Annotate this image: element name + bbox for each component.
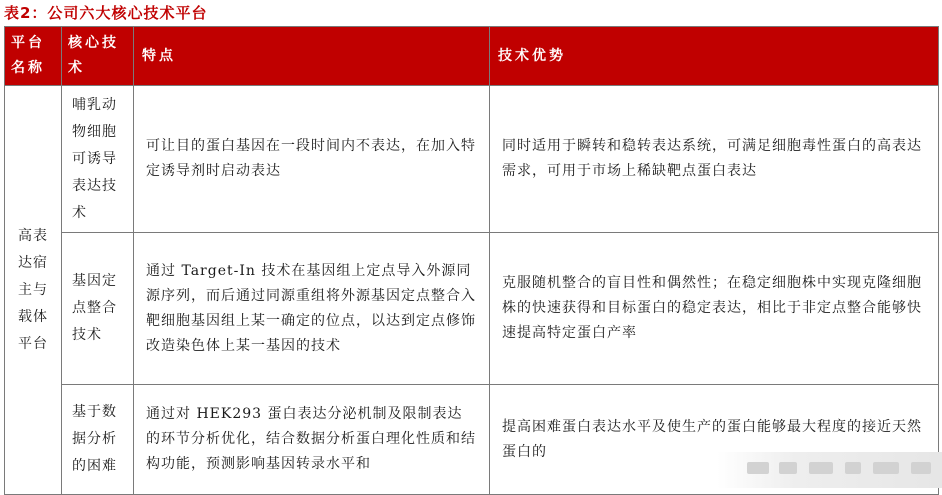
watermark-blur bbox=[717, 452, 942, 488]
core-tech-cell: 哺乳动物细胞可诱导表达技术 bbox=[62, 86, 134, 233]
feature-cell: 可让目的蛋白基因在一段时间内不表达，在加入特定诱导剂时启动表达 bbox=[134, 86, 490, 233]
advantage-cell: 同时适用于瞬转和稳转表达系统，可满足细胞毒性蛋白的高表达需求，可用于市场上稀缺靶点蛋白表达 bbox=[490, 86, 939, 233]
platform-name-cell: 高表达宿主与载体平台 bbox=[5, 86, 62, 495]
advantage-cell: 克服随机整合的盲目性和偶然性；在稳定细胞株中实现克隆细胞株的快速获得和目标蛋白的稳定表达，相比于非定点整合能够快速提高特定蛋白产率 bbox=[490, 233, 939, 385]
header-advantage: 技术优势 bbox=[490, 27, 939, 86]
tech-platform-table bbox=[4, 26, 939, 495]
header-core-tech: 核心技术 bbox=[62, 27, 134, 86]
header-platform: 平台名称 bbox=[5, 27, 62, 86]
feature-cell: 通过对 HEK293 蛋白表达分泌机制及限制表达的环节分析优化，结合数据分析蛋白理化性质和结构功能，预测影响基因转录水平和 bbox=[134, 385, 490, 495]
advantage-cell: 提高困难蛋白表达水平及使生产的蛋白能够最大程度的接近天然蛋白的 bbox=[490, 385, 939, 495]
core-tech-cell: 基于数据分析的困难 bbox=[62, 385, 134, 495]
feature-cell: 通过 Target-In 技术在基因组上定点导入外源同源序列，而后通过同源重组将外源基因定点整合入靶细胞基因组上某一确定的位点，以达到定点修饰改造染色体上某一基因的技术 bbox=[134, 233, 490, 385]
table-row bbox=[5, 86, 939, 233]
core-tech-cell: 基因定点整合技术 bbox=[62, 233, 134, 385]
table-caption: 表2：公司六大核心技术平台 bbox=[4, 4, 208, 22]
header-row bbox=[5, 27, 939, 86]
table-row bbox=[5, 233, 939, 385]
header-feature: 特点 bbox=[134, 27, 490, 86]
